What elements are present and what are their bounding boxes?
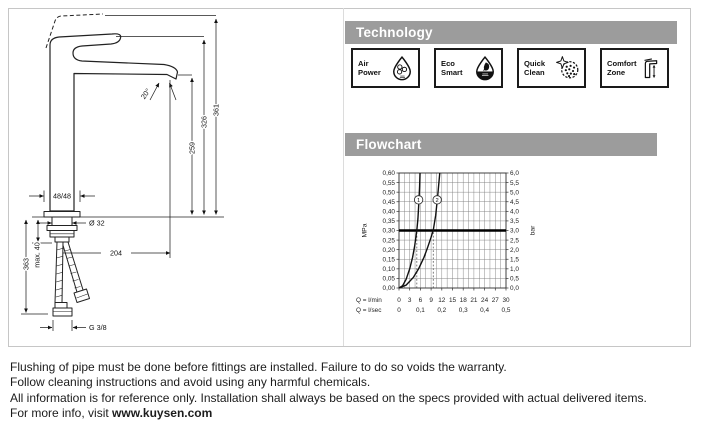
svg-text:0,35: 0,35 xyxy=(382,218,395,226)
dim-label-326: 326 xyxy=(199,116,209,128)
dim-spout-reach xyxy=(63,80,170,258)
svg-text:0,2: 0,2 xyxy=(437,307,447,314)
svg-text:0,3: 0,3 xyxy=(458,307,468,314)
footer-line: Flushing of pipe must be done before fittings are installed. Failure to do so voids the warranty. xyxy=(10,360,507,374)
footer-line: All information is for reference only. Installation shall always be based on the specs provided with actual delivered items. xyxy=(10,390,647,405)
svg-text:Q = l/sec: Q = l/sec xyxy=(356,307,382,314)
eco-smart-droplet-icon xyxy=(472,55,498,81)
dim-label-48-48: 48/48 xyxy=(53,191,71,201)
svg-text:bar: bar xyxy=(529,225,537,236)
svg-text:2,0: 2,0 xyxy=(510,246,519,254)
quick-clean-sparkle-icon xyxy=(555,55,581,81)
dim-label-max40: max. 40 xyxy=(32,242,42,268)
technology-feature-label: Quick Clean xyxy=(524,58,546,77)
svg-text:9: 9 xyxy=(429,297,433,304)
flow-chart-svg xyxy=(350,165,585,320)
svg-text:Q = l/min: Q = l/min xyxy=(356,297,382,304)
svg-text:0,5: 0,5 xyxy=(510,275,519,283)
technology-feature-comfort-zone xyxy=(600,48,669,88)
svg-text:0,4: 0,4 xyxy=(480,307,490,314)
svg-text:5,5: 5,5 xyxy=(510,179,519,187)
svg-text:0,20: 0,20 xyxy=(382,246,395,254)
footer-notes xyxy=(10,360,700,422)
svg-text:0: 0 xyxy=(397,307,401,314)
dim-base-width xyxy=(29,191,95,203)
svg-text:2,5: 2,5 xyxy=(510,237,519,245)
dim-height-259 xyxy=(178,75,197,215)
website-text: www.kuysen.com xyxy=(112,406,213,421)
flange xyxy=(47,226,77,231)
svg-text:0,30: 0,30 xyxy=(382,227,395,235)
svg-text:0,15: 0,15 xyxy=(382,256,395,264)
svg-text:0,60: 0,60 xyxy=(382,170,395,178)
faucet-outline xyxy=(44,14,178,217)
svg-text:0,55: 0,55 xyxy=(382,179,395,187)
svg-text:1: 1 xyxy=(416,197,421,204)
svg-text:0,0: 0,0 xyxy=(510,285,519,293)
dim-height-361 xyxy=(105,16,221,215)
flowchart-title: Flowchart xyxy=(356,137,422,152)
technology-feature-label: Comfort Zone xyxy=(607,58,637,77)
flow-chart xyxy=(350,165,585,320)
svg-text:0,50: 0,50 xyxy=(382,189,395,197)
svg-text:0,40: 0,40 xyxy=(382,208,395,216)
dim-label-361: 361 xyxy=(211,104,221,116)
technology-header xyxy=(345,21,677,44)
air-power-droplet-icon xyxy=(389,55,415,81)
technology-icons-row xyxy=(351,48,669,88)
svg-text:0,00: 0,00 xyxy=(382,285,395,293)
svg-text:2: 2 xyxy=(435,197,439,204)
dim-label-d32: Ø 32 xyxy=(89,218,105,228)
technology-feature-air-power xyxy=(351,48,420,88)
svg-text:0,5: 0,5 xyxy=(501,307,511,314)
svg-text:24: 24 xyxy=(481,297,489,304)
technology-title: Technology xyxy=(356,25,433,40)
svg-text:0,05: 0,05 xyxy=(382,275,395,283)
svg-text:4,0: 4,0 xyxy=(510,208,519,216)
shank xyxy=(52,217,72,226)
svg-text:6: 6 xyxy=(418,297,423,304)
svg-text:6,0: 6,0 xyxy=(510,170,519,178)
svg-text:3: 3 xyxy=(407,297,412,304)
more-info-prefix: For more info, visit xyxy=(10,406,113,421)
svg-text:5,0: 5,0 xyxy=(510,189,519,197)
svg-text:27: 27 xyxy=(491,297,499,304)
svg-text:15: 15 xyxy=(448,297,457,304)
svg-text:0,10: 0,10 xyxy=(382,266,395,274)
svg-text:MPa: MPa xyxy=(361,223,369,238)
dim-label-259: 259 xyxy=(187,142,197,154)
g38-nut xyxy=(53,308,72,316)
hose-adapter xyxy=(55,237,69,242)
technology-feature-label: Eco Smart xyxy=(441,58,463,77)
footer-line-more-info xyxy=(10,406,700,421)
svg-text:0: 0 xyxy=(397,297,401,304)
technology-feature-quick-clean xyxy=(517,48,586,88)
dim-label-204: 204 xyxy=(110,248,122,258)
svg-text:0,45: 0,45 xyxy=(382,198,395,206)
svg-text:3,0: 3,0 xyxy=(510,227,519,235)
dim-label-363: 363 xyxy=(21,258,31,270)
svg-text:30: 30 xyxy=(502,297,510,304)
comfort-zone-faucet-icon xyxy=(638,55,664,81)
svg-text:4,5: 4,5 xyxy=(510,198,519,206)
technology-feature-label: Air Power xyxy=(358,58,381,77)
svg-text:0,25: 0,25 xyxy=(382,237,395,245)
svg-text:3,5: 3,5 xyxy=(510,218,519,226)
svg-text:0,1: 0,1 xyxy=(415,307,425,314)
footer-line: Follow cleaning instructions and avoid using any harmful chemicals. xyxy=(10,375,371,390)
supply-hose-angled xyxy=(62,242,84,296)
svg-text:18: 18 xyxy=(459,297,467,304)
hose-end xyxy=(55,303,67,309)
under-counter-parts xyxy=(47,217,90,316)
dim-label-g38: G 3/8 xyxy=(89,323,107,332)
svg-text:12: 12 xyxy=(438,297,446,304)
svg-text:1,0: 1,0 xyxy=(510,266,519,274)
dim-angle-20 xyxy=(139,83,176,101)
flowchart-header xyxy=(345,133,657,156)
technology-feature-eco-smart xyxy=(434,48,503,88)
svg-text:1,5: 1,5 xyxy=(510,256,519,264)
dim-connection xyxy=(40,320,107,332)
dim-label-20deg: 20° xyxy=(138,86,153,101)
svg-text:21: 21 xyxy=(470,297,478,304)
base-plate xyxy=(44,212,80,218)
